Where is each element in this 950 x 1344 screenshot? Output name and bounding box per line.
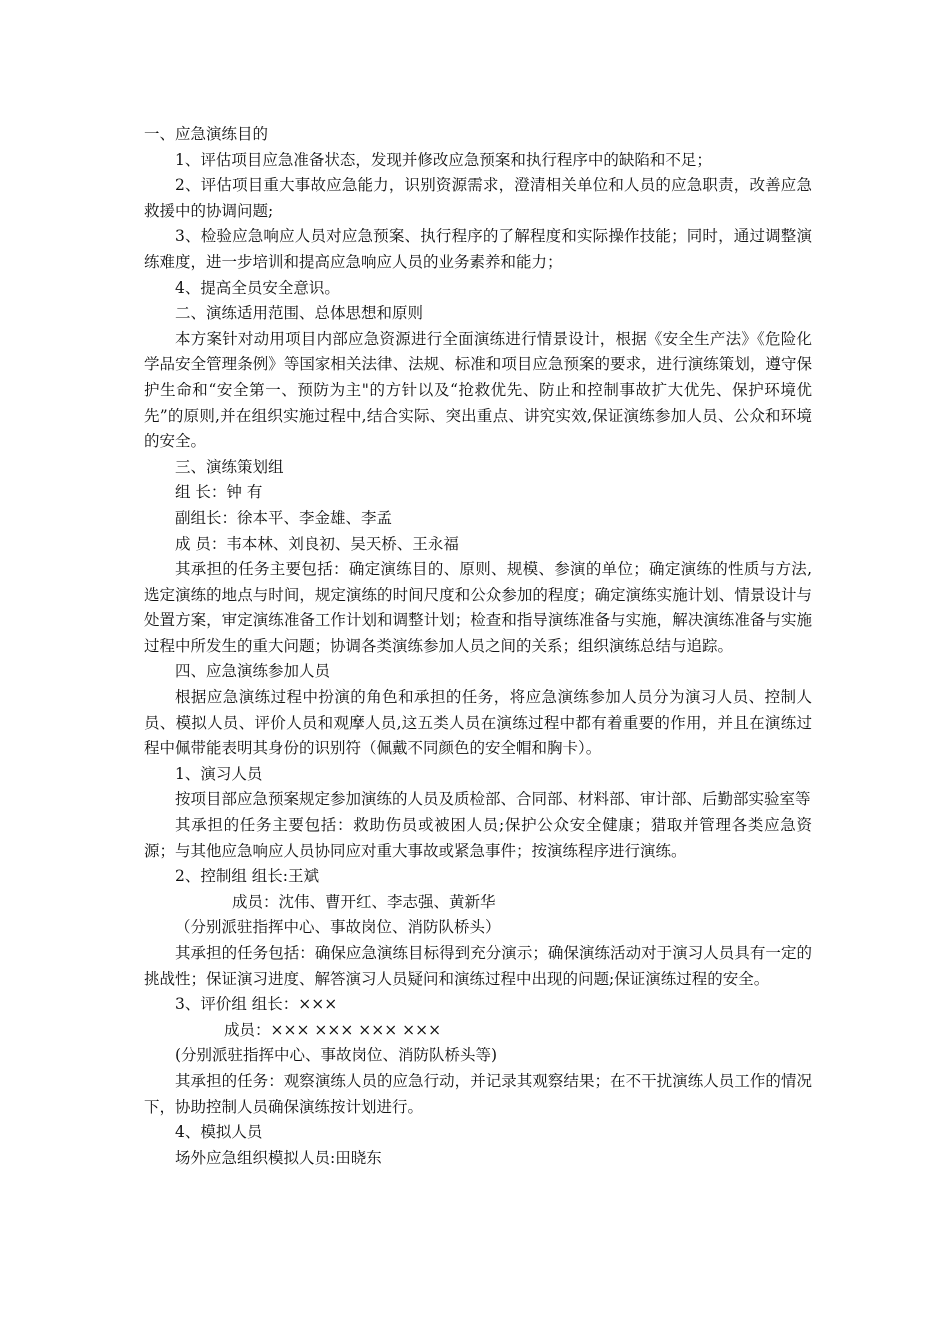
control-group-members: 成员：沈伟、曹开红、李志强、黄新华 xyxy=(232,892,496,911)
paragraph-participants: 根据应急演练过程中扮演的角色和承担的任务，将应急演练参加人员分为演习人员、控制人员、模拟人员、评价人员和观摩人员,这五类人员在演练过程中都有着重要的作用，并且在演练过程中佩带能表明其身份的识别符（佩戴不同颜色的安全帽和胸卡）。 xyxy=(144,688,812,758)
section-heading-4: 四、应急演练参加人员 xyxy=(175,662,331,681)
subheading-evaluation-group: 3、评价组 组长：××× xyxy=(175,995,338,1014)
section-heading-2: 二、演练适用范围、总体思想和原则 xyxy=(175,304,424,323)
paragraph-planning-tasks: 其承担的任务主要包括：确定演练目的、原则、规模、参演的单位；确定演练的性质与方法,选定演练的地点与时间，规定演练的时间尺度和公众参加的程度；确定演练实施计划、情景设计与处置方案，审定演练准备工作计划和调整计划；检查和指导演练准备与实施，解决演练准备与实施过程中所发生的重大问题；协调各类演练参加人员之间的关系；组织演练总结与追踪。 xyxy=(144,560,812,655)
control-group-stations: （分别派驻指挥中心、事故岗位、消防队桥头） xyxy=(175,918,501,937)
paragraph-scope: 本方案针对动用项目内部应急资源进行全面演练进行情景设计，根据《安全生产法》《危险化学品安全管理条例》等国家相关法律、法规、标准和项目应急预案的要求，进行演练策划，遵守保护生命和“安全第一、预防为主"的方针以及“抢救优先、防止和控制事故扩大优先、保护环境优先”的原则,并在组织实施过程中,结合实际、突出重点、讲究实效,保证演练参加人员、公众和环境的安全。 xyxy=(144,329,812,451)
paragraph-control-tasks: 其承担的任务包括：确保应急演练目标得到充分演示；确保演练活动对于演习人员具有一定的挑战性；保证演习进度、解答演习人员疑问和演练过程中出现的问题;保证演练过程的安全。 xyxy=(144,944,812,988)
paragraph-objective-1: 1、评估项目应急准备状态，发现并修改应急预案和执行程序中的缺陷和不足； xyxy=(175,150,712,169)
subheading-drill-personnel: 1、演习人员 xyxy=(175,764,263,783)
subheading-simulation-personnel: 4、模拟人员 xyxy=(175,1123,263,1142)
paragraph-simulation-personnel: 场外应急组织模拟人员:田晓东 xyxy=(175,1148,382,1167)
section-heading-3: 三、演练策划组 xyxy=(175,457,284,476)
subheading-control-group: 2、控制组 组长:王斌 xyxy=(175,867,320,886)
paragraph-objective-4: 4、提高全员安全意识。 xyxy=(175,278,340,297)
paragraph-evaluation-tasks: 其承担的任务：观察演练人员的应急行动，并记录其观察结果；在不干扰演练人员工作的情况下，协助控制人员确保演练按计划进行。 xyxy=(144,1071,812,1116)
planning-deputy-leaders: 副组长：徐本平、李金雄、李孟 xyxy=(175,508,393,527)
evaluation-group-stations: (分别派驻指挥中心、事故岗位、消防队桥头等) xyxy=(175,1046,498,1065)
paragraph-drill-tasks: 其承担的任务主要包括：救助伤员或被困人员;保护公众安全健康；猎取并管理各类应急资源；与其他应急响应人员协同应对重大事故或紧急事件；按演练程序进行演练。 xyxy=(144,816,812,860)
evaluation-group-members: 成员：××× ××× ××× ××× xyxy=(224,1020,442,1039)
paragraph-objective-2: 2、评估项目重大事故应急能力，识别资源需求，澄清相关单位和人员的应急职责，改善应急救援中的协调问题; xyxy=(144,176,812,220)
paragraph-objective-3: 3、检验应急响应人员对应急预案、执行程序的了解程度和实际操作技能；同时，通过调整演练难度，进一步培训和提高应急响应人员的业务素养和能力； xyxy=(144,227,812,271)
planning-leader: 组 长：钟 有 xyxy=(175,483,263,502)
document-page xyxy=(144,122,812,1171)
planning-members: 成 员：韦本林、刘良初、吴天桥、王永福 xyxy=(175,534,459,553)
paragraph-drill-personnel: 按项目部应急预案规定参加演练的人员及质检部、合同部、材料部、审计部、后勤部实验室等 xyxy=(175,790,811,809)
section-heading-1: 一、应急演练目的 xyxy=(144,125,269,143)
